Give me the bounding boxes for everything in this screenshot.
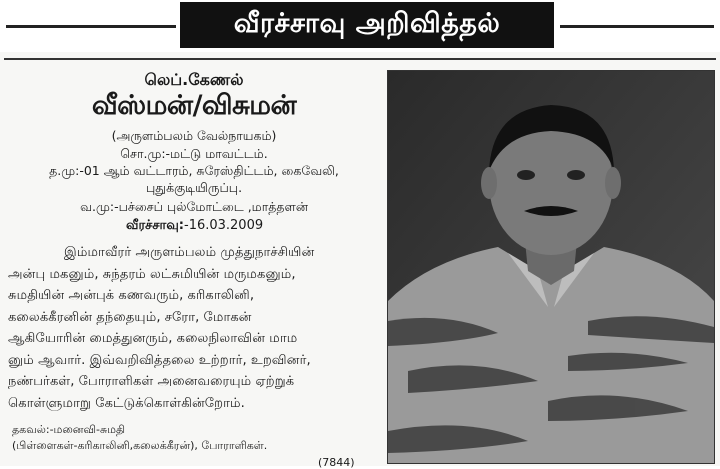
address-line-2: புதுக்குடியிருப்பு. xyxy=(145,180,243,195)
death-line xyxy=(126,218,380,234)
portrait-photo xyxy=(387,70,715,464)
death-date: -16.03.2009 xyxy=(184,218,264,233)
body-line: இம்மாவீரர் அருளம்பலம் முத்துநாச்சியின் xyxy=(64,245,315,260)
birth-place: வ.மு:-பச்சைப் புல்மோட்டை ,மாத்தளன் xyxy=(80,199,308,214)
district: சொ.மு:-மட்டு மாவட்டம். xyxy=(120,146,268,161)
person-name: வீஸ்மன்/விசுமன் xyxy=(91,90,297,121)
notice-text xyxy=(8,66,380,469)
death-label: வீரச்சாவு: xyxy=(126,218,184,233)
portrait-image xyxy=(388,71,714,463)
body-line: அன்பு மகனும், சுந்தரம் லட்சுமியின் மருமகனும், xyxy=(8,266,296,282)
body-paragraph xyxy=(8,242,380,414)
header-rule-left xyxy=(6,25,176,28)
body-line: னும் ஆவார். இவ்வறிவித்தலை உற்றார், உறவினர், xyxy=(8,352,311,368)
body-line: சுமதியின் அன்புக் கணவரும், கரிகாலினி, xyxy=(8,288,255,303)
header xyxy=(0,0,720,52)
header-rule-right xyxy=(560,25,714,28)
rank: லெப்.கேணல் xyxy=(144,70,244,89)
body-line: ஆகியோரின் மைத்துனரும், கலைநிலாவின் மாம xyxy=(8,331,298,346)
info-by: தகவல்:-மனைவி-சுமதி xyxy=(12,423,125,436)
body-line: நண்பர்கள், போராளிகள் அனைவரையும் ஏற்றுக் xyxy=(8,374,295,389)
body-line: கொள்ளுமாறு கேட்டுக்கொள்கின்றோம். xyxy=(8,395,245,411)
reference-number: (7844) xyxy=(318,456,355,469)
info-by-2: (பிள்ளைகள்-கரிகாலினி,கலைக்கீரன்), போராளிகள். xyxy=(12,439,268,452)
real-name: (அருளம்பலம் வேல்நாயகம்) xyxy=(111,128,277,143)
notice-title: வீரச்சாவு அறிவித்தல் xyxy=(180,2,554,48)
address-line-1: த.மு:-01 ஆம் வட்டாரம், சுரேஸ்திட்டம், கைவேலி, xyxy=(49,163,339,178)
body-line: கலைக்கீரனின் தந்தையும், சரோ, மோகன் xyxy=(8,309,252,325)
